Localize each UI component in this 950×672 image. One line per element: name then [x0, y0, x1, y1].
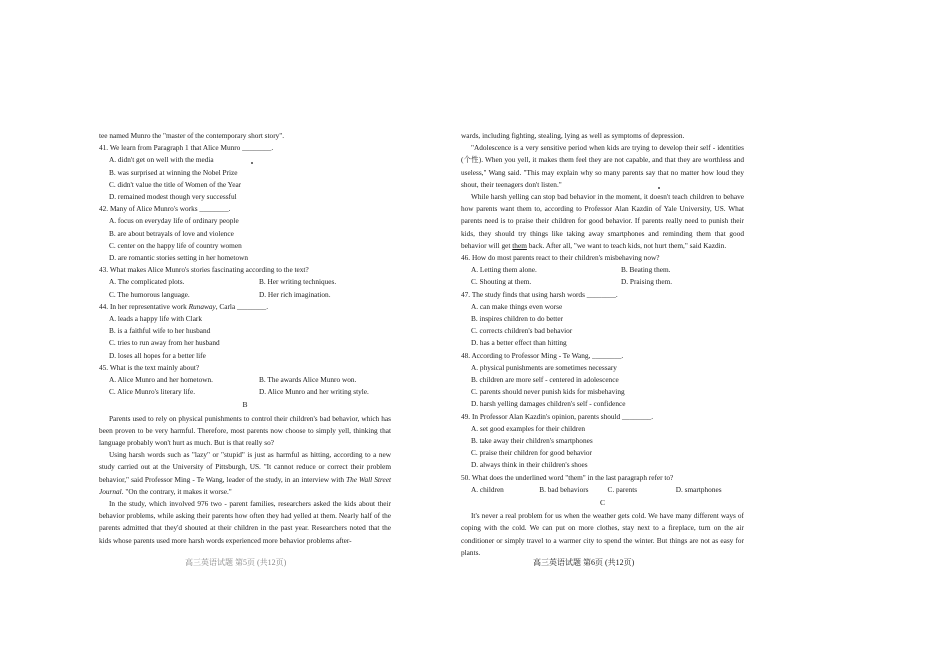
q47-option-b: B. inspires children to do better — [471, 314, 564, 324]
left-page-footer: 高三英语试题 第5页 (共12页) — [185, 558, 287, 567]
q41-option-a: A. didn't get on well with the media — [109, 155, 214, 165]
q47-option-d: D. has a better effect than hitting — [471, 338, 567, 348]
q46-option-c: C. Shouting at them. — [471, 277, 532, 287]
q43-option-a: A. The complicated plots. — [109, 277, 185, 287]
question-49-stem: 49. In Professor Alan Kazdin's opinion, parents should ________. — [461, 411, 654, 421]
q42-option-c: C. center on the happy life of country women — [109, 240, 242, 250]
section-c-title: C — [599, 498, 605, 508]
q44-option-c: C. tries to run away from her husband — [109, 338, 220, 348]
passage-b-paragraph-2-text: Using harsh words such as "lazy" or "stupid" is just as harmful as hitting, according to a new study carried out at the University of Pittsburgh, US. "It cannot reduce or correct their problem behavior," said Professor Ming - Te Wang, leader of the study, in an interview with — [99, 450, 391, 484]
passage-b-paragraph-4: "Adolescence is a very sensitive period when kids are trying to develop their self - identities (个性). When you yell, it makes them feel they are not capable, and that they are worthless and useless," Wang said. "This may explain why so many parents say that no matter how loud they shout, their teenagers don't listen." — [461, 143, 744, 189]
q48-option-d: D. harsh yelling damages children's self - confidence — [471, 399, 626, 409]
q43-option-d: D. Her rich imagination. — [259, 289, 331, 299]
q41-option-d: D. remained modest though very successful — [109, 192, 237, 201]
passage-b-paragraph-3: In the study, which involved 976 two - parent families, researchers asked the kids about their behavior problems, while asking their parents how often they had yelled at them. Nearly half of the parents admitted that they'd shouted at their children in the past year. Researchers noted that the kids whose parents used more harsh words experienced more behavior problems after- — [99, 499, 391, 545]
passage-b-paragraph-5 — [461, 191, 744, 252]
right-page — [461, 130, 744, 559]
right-page-footer: 高三英语试题 第6页 (共12页) — [533, 558, 635, 567]
passage-b-continuation: wards, including fighting, stealing, lying as well as symptoms of depression. — [461, 131, 685, 140]
question-46-stem: 46. How do most parents react to their children's misbehaving now? — [461, 253, 660, 263]
passage-b-paragraph-2 — [99, 449, 391, 498]
journal-title: The Wall Street Journal — [99, 474, 391, 496]
q45-options-row-1 — [99, 374, 391, 386]
q41-option-b: B. was surprised at winning the Nobel Prize — [109, 167, 238, 177]
q43-option-b: B. Her writing techniques. — [259, 277, 337, 287]
q46-options-row-1 — [461, 264, 744, 276]
passage-b-paragraph-1: Parents used to rely on physical punishments to control their children's bad behavior, which has been proven to be very harmful. Therefore, most parents now choose to simply yell, thinking that language probably won't hurt as much. But is that really so? — [99, 413, 391, 448]
passage-b-paragraph-5-tail: back. After all, "we want to teach kids, not hurt them," said Kazdin. — [526, 240, 727, 250]
q50-option-c: C. parents — [607, 484, 638, 494]
q47-option-c: C. corrects children's bad behavior — [471, 326, 573, 336]
q43-option-c: C. The humorous language. — [109, 289, 190, 299]
q46-option-a: A. Letting them alone. — [471, 265, 537, 275]
underlined-word-them: them — [512, 240, 527, 250]
q48-option-b: B. children are more self - centered in adolescence — [471, 375, 619, 385]
question-45-stem: 45. What is the text mainly about? — [99, 362, 200, 372]
q49-option-a: A. set good examples for their children — [471, 423, 586, 433]
q42-option-d: D. are romantic stories setting in her hometown — [109, 253, 249, 263]
q50-options-row — [461, 484, 744, 496]
quote-end: . "On the contrary, it makes it worse." — [121, 486, 232, 496]
question-43-stem: 43. What makes Alice Munro's stories fascinating according to the text? — [99, 265, 309, 275]
q48-option-a: A. physical punishments are sometimes necessary — [471, 362, 617, 372]
q44-option-b: B. is a faithful wife to her husband — [109, 326, 211, 336]
q44-option-d: D. loses all hopes for a better life — [109, 350, 206, 360]
q45-options-row-2 — [99, 386, 391, 398]
q49-option-d: D. always think in their children's shoes — [471, 460, 588, 470]
q50-option-b: B. bad behaviors — [539, 484, 589, 494]
q44-stem-pre: 44. In her representative work — [99, 301, 189, 311]
q50-option-a: A. children — [471, 484, 504, 494]
question-44-stem — [99, 301, 391, 313]
q44-stem-post: , Carla ________. — [215, 301, 269, 311]
q47-option-a: A. can make things even worse — [471, 301, 563, 311]
intro-line: tee named Munro the "master of the contemporary short story". — [99, 131, 285, 140]
question-42-stem: 42. Many of Alice Munro's works ________. — [99, 204, 231, 214]
q45-option-c: C. Alice Munro's literary life. — [109, 387, 196, 397]
q43-options-row-2 — [99, 289, 391, 301]
question-41-stem: 41. We learn from Paragraph 1 that Alice Munro ________. — [99, 143, 274, 153]
section-b-title: B — [242, 400, 248, 410]
passage-c-paragraph-1: It's never a real problem for us when the weather gets cold. We have many different ways of coping with the cold. We can put on more clothes, stay next to a fireplace, turn on the air conditioner or simply travel to a warmer city to spend the winter. But things are not as easy for plants. — [461, 511, 744, 557]
q41-option-c: C. didn't value the title of Women of the Year — [109, 179, 242, 189]
left-page — [99, 130, 391, 547]
q42-option-a: A. focus on everyday life of ordinary people — [109, 216, 239, 226]
q44-option-a: A. leads a happy life with Clark — [109, 314, 203, 324]
q50-option-d: D. smartphones — [675, 484, 722, 494]
q42-option-b: B. are about betrayals of love and violence — [109, 228, 234, 238]
q46-option-d: D. Praising them. — [621, 277, 673, 287]
passage-b-paragraph-5-text: While harsh yelling can stop bad behavior in the moment, it doesn't teach children to behave how parents want them to, according to Professor Alan Kazdin of Yale University, US. What parents need is to praise their children for good behavior. If parents really need to punish their kids, they should try things like taking away smartphones and reminding them that good behavior will get — [461, 192, 744, 250]
question-50-stem: 50. What does the underlined word "them" in the last paragraph refer to? — [461, 472, 674, 482]
question-47-stem: 47. The study finds that using harsh words ________. — [461, 289, 618, 299]
q44-stem-title: Runaway — [188, 301, 216, 311]
q49-option-b: B. take away their children's smartphones — [471, 436, 593, 446]
q46-options-row-2 — [461, 276, 744, 288]
scan-speck — [251, 162, 253, 164]
q48-option-c: C. parents should never punish kids for misbehaving — [471, 387, 625, 397]
q45-option-a: A. Alice Munro and her hometown. — [109, 375, 213, 385]
q46-option-b: B. Beating them. — [621, 265, 671, 275]
q43-options-row-1 — [99, 276, 391, 288]
q45-option-b: B. The awards Alice Munro won. — [259, 375, 357, 385]
scan-speck — [658, 187, 660, 189]
q49-option-c: C. praise their children for good behavior — [471, 448, 592, 458]
question-48-stem: 48. According to Professor Ming - Te Wang, ________. — [461, 350, 624, 360]
q45-option-d: D. Alice Munro and her writing style. — [259, 387, 369, 397]
